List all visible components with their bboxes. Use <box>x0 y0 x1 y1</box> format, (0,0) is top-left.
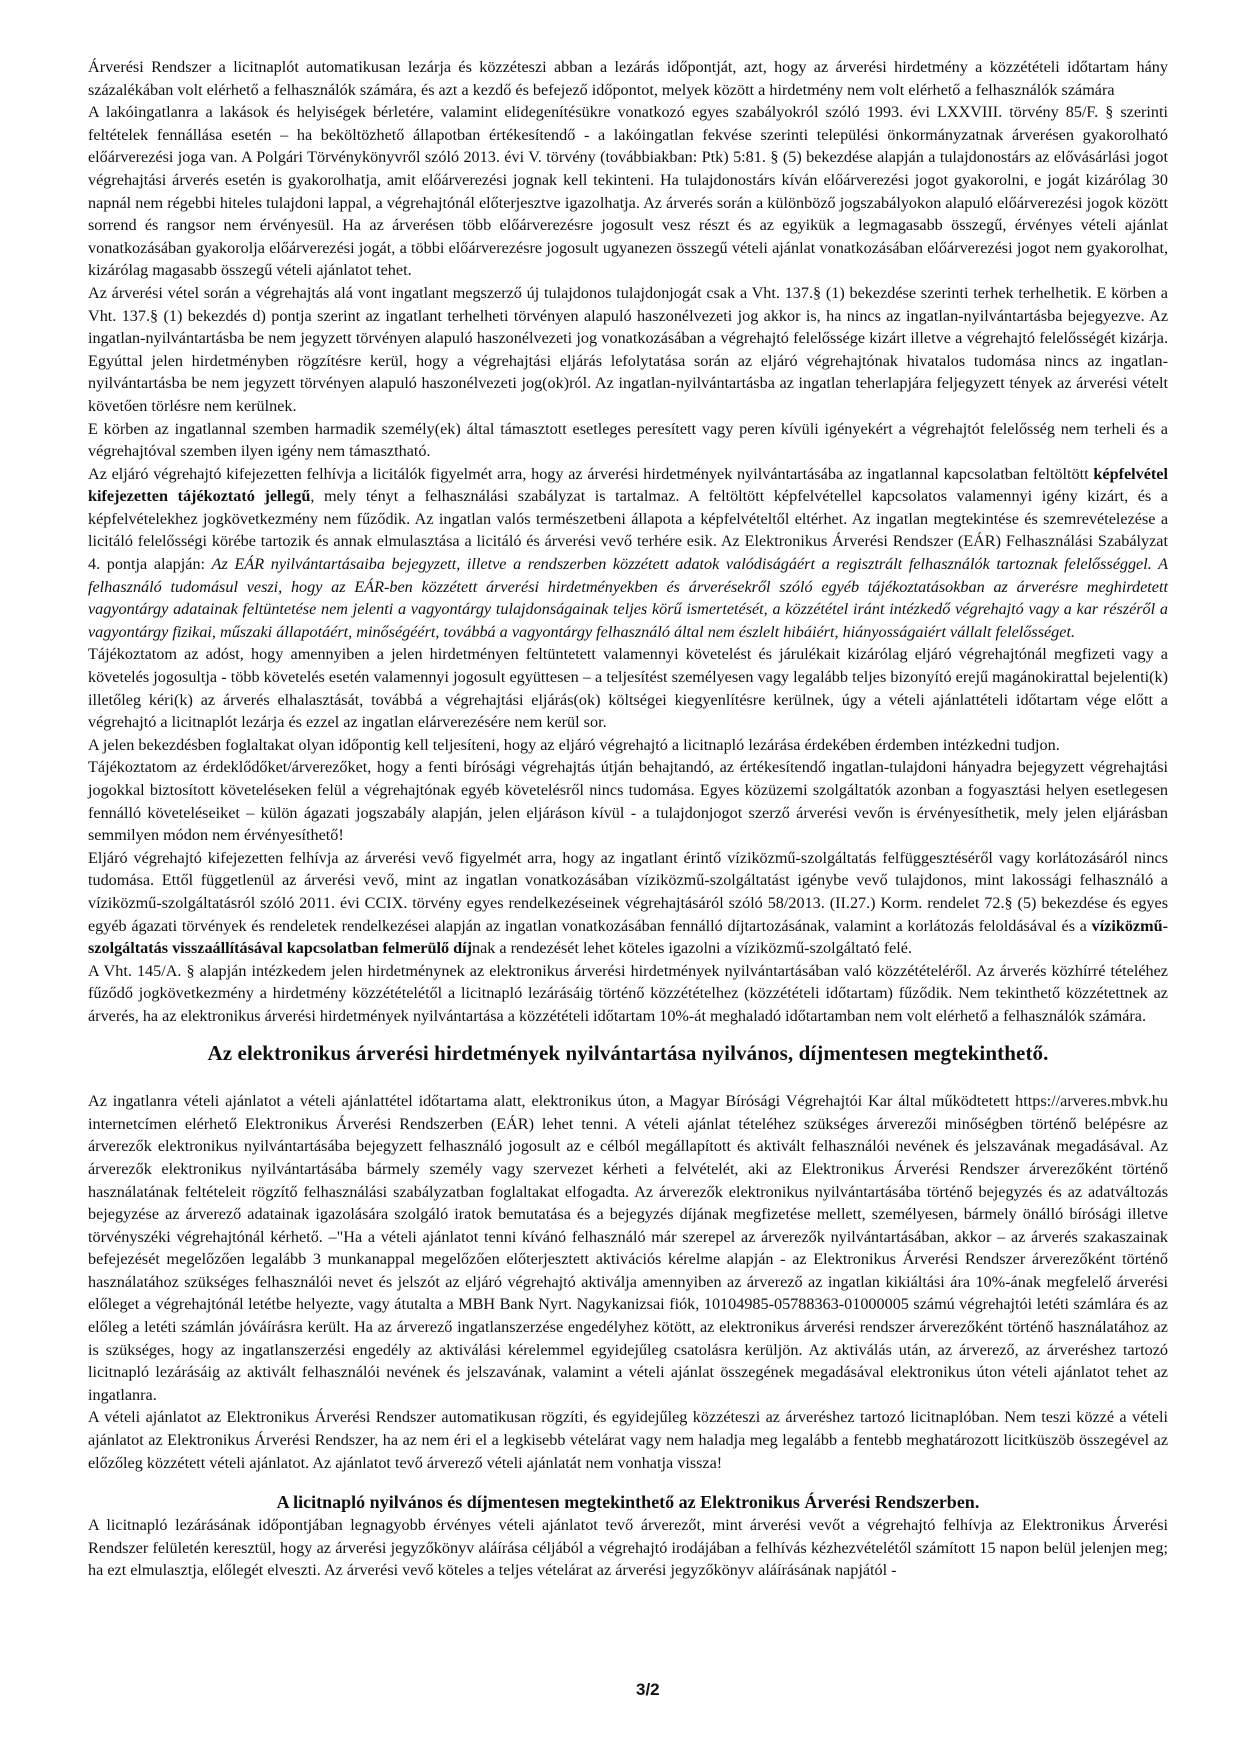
paragraph-auction-log-closing: Árverési Rendszer a licitnaplót automatikusan lezárja és közzéteszi abban a lezárás időpontját, azt, hogy az árverési hirdetmény a közzétételi időtartam hány százalékában volt elérhető a felhasználók számára, és azt a kezdő és befejező időpontot, melyek között a hirdetmény nem volt elérhető a felhasználók számára <box>88 58 1168 99</box>
paragraph-encumbrances: Az árverési vétel során a végrehajtás alá vont ingatlant megszerző új tulajdonos tulajdonjogát csak a Vht. 137.§ (1) bekezdése szerinti terhek terhelhetik. E körben a Vht. 137.§ (1) bekezdés d) pontja szerint az ingatlant terhelheti törvényen alapuló haszonélvezeti jog akkor is, ha nincs az ingatlan-nyilvántartásba bejegyezve. Az ingatlan-nyilvántartásba be nem jegyzett törvényen alapuló haszonélvezeti jog vonatkozásában a végrehajtó felelőssége kizárt illetve a végrehajtó felelősségét kizárja. Egyúttal jelen hirdetményben rögzítésre kerül, hogy a végrehajtási eljárás lefolytatása során az eljáró végrehajtónak hivatalos tudomása nincs az ingatlan-nyilvántartásba be nem jegyzett törvényen alapuló haszonélvezeti jog(ok)ról. Az ingatlan-nyilvántartásba az ingatlan teherlapjára feljegyzett tények az árverési vételt követően törlésre nem kerülnek. <box>88 283 1168 415</box>
water-utility-text-b: nak a rendezését lehet köteles igazolni a víziközmű-szolgáltató felé. <box>472 939 913 958</box>
water-utility-bold: víziközmű-szolgáltatás visszaállításával kapcsolatban felmerülő díj <box>88 916 1168 958</box>
paragraph-deadline-note: A jelen bekezdésben foglaltakat olyan időpontig kell teljesíteni, hogy az eljáró végrehajtó a licitnapló lezárása érdekében érdemben intézkedni tudjon. <box>88 735 1060 754</box>
paragraph-third-party-claims: E körben az ingatlannal szemben harmadik személy(ek) által támasztott esetleges peresített vagy peren kívüli igényekért a végrehajtót felelősség nem terheli és a végrehajtóval szemben ilyen igény nem támasztható. <box>88 419 1168 461</box>
paragraph-publication: A Vht. 145/A. § alapján intézkedem jelen hirdetménynek az elektronikus árverési hirdetmények nyilvántartásában való közzétételéről. Az árverés közhírré tételéhez fűződő jogkövetkezmény a hirdetmény közzétételétől a licitnapló lezárásáig történő közzétételhez (közzétételi időtartam) fűződik. Nem tekinthető közzétettnek az árverés, ha az elektronikus árverési hirdetmények nyilvántartása a közzétételi időtartam 10%-át meghaladó időtartamban nem volt elérhető a felhasználók számára. <box>88 961 1168 1025</box>
photo-disclaimer-italic-quote: Az EÁR nyilvántartásaiba bejegyzett, illetve a rendszerben közzétett adatok valódiságáért a regisztrált felhasználók tartoznak felelősséggel. A felhasználó tudomásul veszi, hogy az EÁR-ben közzétett árverési hirdetményekben és árverésekről szóló egyéb tájékoztatásokban az árverésre meghirdetett vagyontárgy adatainak feltüntetése nem jelenti a vagyontárgy tulajdonságainak teljes körű ismertetését, a közzététel iránt intézkedő végrehajtó vagy a kar részéről a vagyontárgy fizikai, műszaki állapotáért, minőségéért, továbbá a vagyontárgy felhasználó által nem észlelt hibáiért, hiányosságaiért vállalt felelősséget. <box>88 555 1168 641</box>
paragraph-water-utility <box>88 847 1168 960</box>
section-heading-log-public: A licitnapló nyilvános és díjmentesen megtekinthető az Elektronikus Árverési Rendszerben. <box>276 1492 980 1513</box>
photo-disclaimer-text-b: , mely tényt a felhasználási szabályzat is tartalmaz. A feltöltött képfelvétellel kapcsolatos valamennyi igény kizárt, és a képfelvételekhez jogkövetkezmény nem fűződik. Az ingatlan valós természetbeni állapota a képfelvételtől eltérhet. Az ingatlan megtekintése és szemrevételezése a licitáló felelősségi körébe tartozik és annak elmulasztása a licitáló és árverési vevő terhére esik. Az Elektronikus Árverési Rendszer (EÁR) Felhasználási Szabályzat 4. pontja alapján: <box>88 487 1168 574</box>
paragraph-bidder-notice: Tájékoztatom az érdeklődőket/árverezőket, hogy a fenti bírósági végrehajtás útján behajtandó, az értékesítendő ingatlan-tulajdoni hányadra bejegyzett végrehajtási jogokkal biztosított követeléseken felül a végrehajtónak egyéb követelésről nincs tudomása. Egyes közüzemi szolgáltatók azonban a fogyasztási helyen esetlegesen fennálló követeléseiket – külön ágazati jogszabály alapján, jelen eljáráson kívül - a tulajdonjogot szerző árverési vevőn is érvényesíthetik, mely jelen eljárásban semmilyen módon nem érvényesíthető! <box>88 758 1168 845</box>
document-page <box>88 56 1168 1582</box>
photo-disclaimer-bold: képfelvétel kifejezetten tájékoztató jellegű <box>88 464 1168 506</box>
paragraph-bid-recording: A vételi ajánlatot az Elektronikus Árverési Rendszer automatikusan rögzíti, és egyidejűleg közzéteszi az árveréshez tartozó licitnaplóban. Nem teszi közzé a vételi ajánlatot az Elektronikus Árverési Rendszer, ha az nem éri el a legkisebb vételárat vagy nem haladja meg legalább a fentebb meghatározott licitküszöb összegével az előzőleg közzétett vételi ajánlatot. Az ajánlatot tevő árverező vételi ajánlatát nem vonhatja vissza! <box>88 1408 1168 1472</box>
paragraph-debtor-notice: Tájékoztatom az adóst, hogy amennyiben a jelen hirdetményen feltüntetett valamennyi követelést és járulékait kizárólag eljáró végrehajtónál megfizeti vagy a követelés jogosultja - több követelés esetén valamennyi jogosult együttesen – a teljesítést személyesen vagy legalább teljes bizonyító erejű magánokirattal bejelenti(k) illetőleg kéri(k) az árverés elhalasztását, továbbá a végrehajtási eljárás(ok) költségei kiegyenlítésre kerülnek, úgy a vételi ajánlattételi időtartam vége előtt a végrehajtó a licitnaplót lezárja és ezzel az ingatlan elárverezésére nem kerül sor. <box>88 645 1168 732</box>
section-heading-registry-public: Az elektronikus árverési hirdetmények nyilvántartása nyilvános, díjmentesen megtekinthető. <box>207 1040 1049 1065</box>
paragraph-pre-auction-rights: A lakóingatlanra a lakások és helyiségek bérletére, valamint elidegenítésükre vonatkozó egyes szabályokról szóló 1993. évi LXXVIII. törvény 85/F. § szerinti feltételek fennállása esetén – ha beköltözhető állapotban értékesítendő - a lakóingatlan fekvése szerinti települési önkormányzatnak árverésen gyakorolható előárverezési joga van. A Polgári Törvénykönyvről szóló 2013. évi V. törvény (továbbiakban: Ptk) 5:81. § (5) bekezdése alapján a tulajdonostárs az elővásárlási jogot végrehajtási árverés esetén is gyakorolhatja, amit előárverezési jognak kell tekinteni. Ha tulajdonostárs kíván előárverezési jogot gyakorolni, e jogát kizárólag 30 napnál nem régebbi hiteles tulajdoni lappal, a végrehajtónál előterjesztve igazolhatja. Az árverés során a különböző jogszabályokon alapuló előárverezési jogok között sorrend és rangsor nem érvényesül. Ha az árverésen több előárverezésre jogosult vesz részt és az egyikük a legmagasabb összegű, érvényes vételi ajánlat vonatkozásában gyakorolja előárverezési jogát, a többi előárverezésre jogosult ugyanezen összegű vételi ajánlat vonatkozásában előárverezési jogot nem gyakorolhat, kizárólag magasabb összegű vételi ajánlatot tehet. <box>88 103 1168 280</box>
paragraph-winning-bidder: A licitnapló lezárásának időpontjában legnagyobb érvényes vételi ajánlatot tevő árverezőt, mint árverési vevőt a végrehajtó felhívja az Elektronikus Árverési Rendszer felületén keresztül, hogy az árverési jegyzőkönyv aláírása céljából a végrehajtó irodájában a felhívás kézhezvételétől számított 15 napon belül jelenjen meg; ha ezt elmulasztja, előlegét elveszti. Az árverési vevő köteles a teljes vételárat az árverési jegyzőkönyv aláírásának napjától - <box>88 1516 1168 1580</box>
paragraph-photo-disclaimer <box>88 463 1168 644</box>
page-number: 3/2 <box>636 1680 660 1699</box>
paragraph-online-bidding: Az ingatlanra vételi ajánlatot a vételi ajánlattétel időtartama alatt, elektronikus úton, a Magyar Bírósági Végrehajtói Kar által működtetett https://arveres.mbvk.hu internetcímen elérhető Elektronikus Árverési Rendszerben (EÁR) lehet tenni. A vételi ajánlat tételéhez szükséges árverezői minőségben történő belépésre az árverezők elektronikus nyilvántartásába bejegyzett felhasználó jogosult az e célból megállapított és aktivált felhasználói nevének és jelszavának megadásával. Az árverezők elektronikus nyilvántartásába bármely személy vagy szervezet kérheti a felvételét, aki az Elektronikus Árverési Rendszer árverezőként történő használatának feltételeit rögzítő felhasználási szabályzatban foglaltakat elfogadta. Az árverezők elektronikus nyilvántartásába történő bejegyzés és az adatváltozás bejegyzése az árverező adatainak igazolására szolgáló iratok bemutatása és a bejegyzés díjának megfizetése mellett, személyesen, bármely önálló bírósági illetve törvényszéki végrehajtónál kérhető. –"Ha a vételi ajánlatot tenni kívánó felhasználó már szerepel az árverezők nyilvántartásában, akkor – az árverés szakaszainak befejezését megelőzően legalább 3 munkanappal megelőzően előterjesztett aktivációs kérelme alapján - az Elektronikus Árverési Rendszer árverezőként történő használatához szükséges felhasználói nevet és jelszót az eljáró végrehajtó aktiválja amennyiben az árverező az ingatlan kikiáltási ára 10%-ának megfelelő árverési előleget a végrehajtónál letétbe helyezte, vagy átutalta a MBH Bank Nyrt. Nagykanizsai fiók, 10104985-05788363-01000005 számú végrehajtói letéti számlára és az előleg a letéti számlán jóváírásra került. Ha az árverező ingatlanszerzése engedélyhez kötött, az elektronikus árverési rendszer árverezőként történő használatához az is szükséges, hogy az ingatlanszerzési engedély az aktiválási kérelemmel egyidejűleg csatolásra kerüljön. Az aktiválás után, az árverező, az árveréshez tartozó licitnapló lezárásáig az aktivált felhasználói nevének és jelszavának, valamint a vételi ajánlat összegének megadásával elektronikus úton vételi ajánlatot tehet az ingatlanra. <box>88 1092 1168 1404</box>
photo-disclaimer-text-a: Az eljáró végrehajtó kifejezetten felhívja a licitálók figyelmét arra, hogy az árverési hirdetmények nyilvántartásába az ingatlannal kapcsolatban feltöltött <box>88 464 1094 483</box>
water-utility-text-a: Eljáró végrehajtó kifejezetten felhívja az árverési vevő figyelmét arra, hogy az ingatlant érintő víziközmű-szolgáltatás felfüggesztéséről vagy korlátozásáról nincs tudomása. Ettől függetlenül az árverési vevő, mint az ingatlan vonatkozásában víziközmű-szolgáltatást igénybe vevő tulajdonos, mint lakossági felhasználó a víziközmű-szolgáltatásról szóló 2011. évi CCIX. törvény egyes rendelkezéseinek végrehajtásáról szóló 58/2013. (II.27.) Korm. rendelet 72.§ (5) bekezdése és egyes egyéb ágazati törvények és rendeletek rendelkezései alapján az ingatlan vonatkozásában fennálló díjtartozásának, valamint a korlátozás feloldásával és a <box>88 848 1168 935</box>
